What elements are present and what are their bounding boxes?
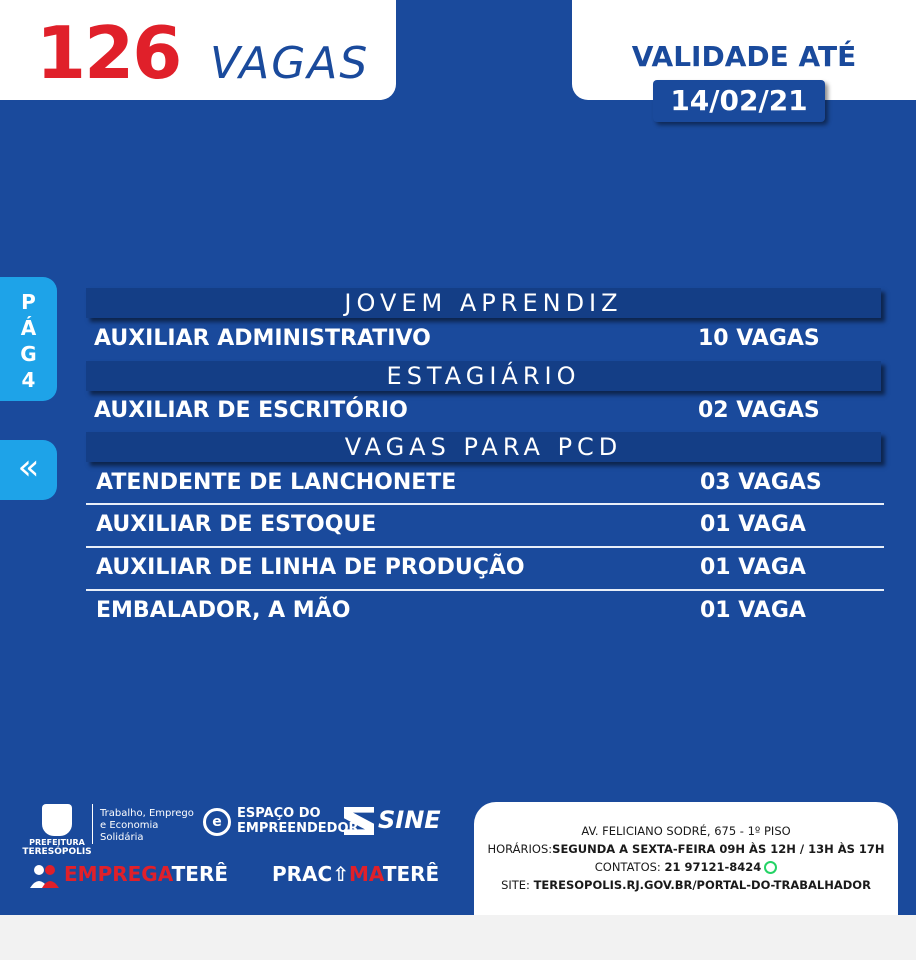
partner-logos — [0, 800, 470, 910]
empregatere-logo — [28, 862, 228, 888]
prefeitura-label: PREFEITURA — [29, 838, 85, 847]
logo-divider — [92, 804, 93, 844]
praca-part-c: TERÊ — [382, 862, 440, 886]
vacancy-count: 126 — [36, 11, 181, 95]
secretaria-line: e Economia — [100, 820, 159, 831]
job-quantity: 03 VAGAS — [700, 470, 822, 495]
hours-line — [474, 842, 898, 856]
address-line: AV. FELICIANO SODRÉ, 675 - 1º PISO — [581, 824, 791, 838]
people-icon — [28, 864, 60, 888]
page-letter: Á — [20, 316, 37, 340]
praca-part-b: MA — [348, 862, 383, 886]
site-line — [474, 878, 898, 892]
prefeitura-city: TERESÓPOLIS — [22, 847, 92, 857]
hours-label: HORÁRIOS: — [487, 842, 553, 856]
row-divider — [86, 589, 884, 591]
vagas-heading: VAGAS — [210, 38, 370, 89]
contacts-line — [474, 860, 898, 874]
lightbulb-icon: e — [203, 808, 231, 836]
job-title: EMBALADOR, A MÃO — [96, 598, 351, 623]
job-row — [96, 466, 886, 500]
job-row — [96, 594, 886, 628]
job-row — [96, 551, 886, 585]
job-quantity: 01 VAGA — [700, 512, 806, 537]
secretaria-line: Trabalho, Emprego — [100, 808, 194, 819]
sine-label: SINE — [378, 806, 441, 834]
praca-part-a: PRAC — [272, 862, 333, 886]
emprega-white: TERÊ — [171, 862, 229, 886]
double-chevron-left-icon[interactable] — [0, 440, 57, 500]
section-jovem-aprendiz: JOVEM APRENDIZ — [86, 288, 881, 318]
sine-icon — [344, 807, 374, 835]
job-quantity: 01 VAGA — [700, 598, 806, 623]
row-divider — [86, 503, 884, 505]
prefeitura-logo — [22, 804, 92, 857]
page-letter: P — [21, 290, 36, 314]
job-title: AUXILIAR DE ESCRITÓRIO — [94, 398, 408, 423]
espaco-line: EMPREENDEDOR — [237, 821, 359, 836]
job-title: AUXILIAR ADMINISTRATIVO — [94, 326, 431, 351]
secretaria-label — [100, 808, 194, 844]
site-label: SITE: — [501, 878, 534, 892]
city-crest-icon — [42, 804, 72, 836]
contacts-label: CONTATOS: — [594, 860, 665, 874]
hours-value: SEGUNDA A SEXTA-FEIRA 09H ÀS 12H / 13H ÀS 17H — [552, 842, 885, 856]
sine-logo — [344, 806, 441, 835]
page-indicator-tab[interactable] — [0, 277, 57, 401]
job-quantity: 10 VAGAS — [698, 326, 820, 351]
job-row — [96, 508, 886, 542]
secretaria-line: Solidária — [100, 832, 144, 843]
section-vagas-pcd: VAGAS PARA PCD — [86, 432, 881, 462]
job-title: AUXILIAR DE ESTOQUE — [96, 512, 377, 537]
count-banner — [0, 0, 396, 100]
whatsapp-icon — [764, 861, 777, 874]
contact-info-box — [474, 802, 898, 915]
job-row — [94, 322, 884, 356]
validity-date: 14/02/21 — [653, 80, 825, 122]
job-title: ATENDENTE DE LANCHONETE — [96, 470, 457, 495]
pracamatere-logo — [272, 862, 439, 886]
job-row — [94, 394, 884, 428]
site-value[interactable]: TERESOPOLIS.RJ.GOV.BR/PORTAL-DO-TRABALHADOR — [533, 878, 871, 892]
emprega-red: EMPREGA — [64, 862, 172, 886]
page-letter: 4 — [21, 368, 36, 392]
job-quantity: 02 VAGAS — [698, 398, 820, 423]
job-title: AUXILIAR DE LINHA DE PRODUÇÃO — [96, 555, 525, 580]
arrow-up-icon: ⇧ — [332, 862, 349, 886]
back-glyph: « — [17, 447, 40, 488]
section-estagiario: ESTAGIÁRIO — [86, 361, 881, 391]
job-quantity: 01 VAGA — [700, 555, 806, 580]
espaco-line: ESPAÇO DO — [237, 806, 321, 821]
contacts-value: 21 97121-8424 — [664, 860, 762, 874]
page-letter: G — [20, 342, 37, 366]
espaco-text — [237, 806, 359, 836]
validity-label: VALIDADE ATÉ — [631, 40, 857, 73]
row-divider — [86, 546, 884, 548]
